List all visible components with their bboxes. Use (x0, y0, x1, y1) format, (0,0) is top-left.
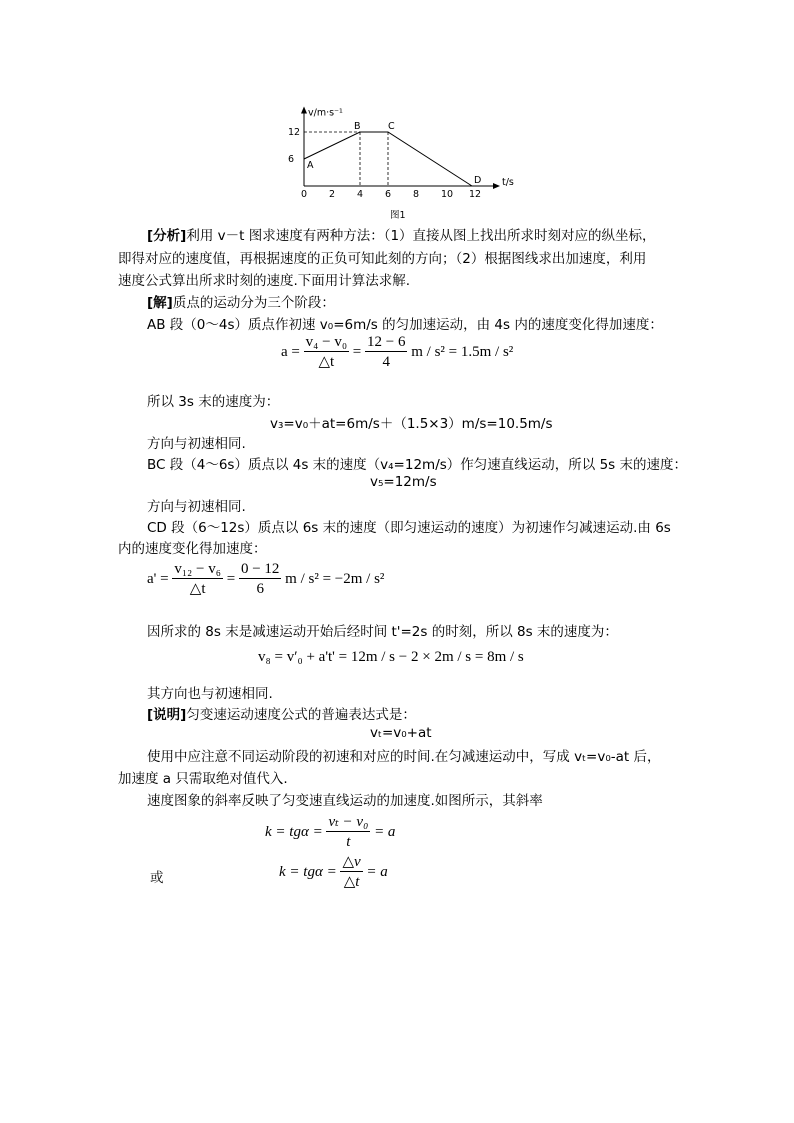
note-tag: [说明] (147, 707, 187, 723)
note-line (147, 703, 416, 723)
analysis-line-3: 速度公式算出所求时刻的速度.下面用计算法求解. (118, 273, 411, 289)
v8-equation: v₈ = v′₀ + a't' = 12m / s − 2 × 2m / s = 8m / s (258, 649, 524, 665)
y-tick-label: 6 (288, 154, 295, 165)
usage-line-1: 使用中应注意不同运动阶段的初速和对应的时间.在匀减速运动中，写成 vₜ=v₀-at 后， (147, 749, 661, 765)
x-tick-label: 12 (469, 189, 482, 200)
same-direction-2: 方向与初速相同. (147, 499, 246, 515)
so-3s-line: 所以 3s 末的速度为： (147, 394, 280, 410)
y-tick-label: 12 (288, 127, 301, 138)
eq1-fraction-1: $\frac{\text{v₄ − v₀}}{\triangle t}$ (305, 334, 348, 370)
slope-formula-1: k = tgα = $\frac{\text{vₜ − v₀}}{t}$ = a (265, 814, 396, 850)
x-axis-arrow (493, 183, 500, 189)
usage-line-2: 加速度 a 只需取绝对值代入. (118, 771, 288, 787)
analysis-body-1: 利用 v－t 图求速度有两种方法：（1）直接从图上找出所求时刻对应的纵坐标， (186, 228, 656, 244)
cd-segment-line-1: CD 段（6～12s）质点以 6s 末的速度（即匀速运动的速度）为初速作匀减速运动.由 6s (147, 520, 671, 536)
solution-tag: [解] (147, 295, 173, 311)
x-tick-label: 10 (441, 189, 454, 200)
slope-formula-2: k = tgα = $\frac{\triangle v}{\triangle t}$ = a (279, 854, 388, 890)
x-tick-label: 2 (329, 189, 336, 200)
eq2-fraction-1: $\frac{\text{v₁₂ − v₆}}{\triangle t}$ (174, 561, 221, 597)
velocity-time-graph (280, 92, 520, 222)
analysis-tag: [分析] (147, 228, 187, 244)
y-axis-label: v/m·s⁻¹ (308, 107, 343, 119)
x-tick-label: 4 (357, 189, 364, 200)
acceleration-ab-equation: a = $\frac{\text{v₄ − v₀}}{\triangle t}$ = $\frac{12 - 6}{4}$ m / s² = 1.5m / s² (281, 334, 514, 370)
v5-equation: v₅=12m/s (370, 474, 437, 490)
solution-line (147, 291, 335, 311)
figure-caption: 图1 (390, 210, 406, 221)
v3-equation: v₃=v₀＋at=6m/s＋（1.5×3）m/s=10.5m/s (270, 416, 553, 432)
analysis-line-2: 即得对应的速度值，再根据速度的正负可知此刻的方向；（2）根据图线求出加速度，利用 (118, 251, 647, 267)
slope-line: 速度图象的斜率反映了匀变速直线运动的加速度.如图所示，其斜率 (147, 793, 543, 809)
point-label-b: B (354, 121, 361, 132)
x-tick-label: 8 (413, 189, 420, 200)
vt-equation: vₜ=v₀+at (370, 725, 432, 741)
eq1-fraction-2: $\frac{12 - 6}{4}$ (367, 334, 406, 370)
same-direction-3: 其方向也与初速相同. (147, 686, 273, 702)
same-direction-1: 方向与初速相同. (147, 436, 246, 452)
eq2-fraction-2: $\frac{0 - 12}{6}$ (240, 561, 280, 597)
bc-segment-line: BC 段（4～6s）质点以 4s 末的速度（v₄=12m/s）作匀速直线运动，所以 5s 末的速度： (147, 457, 687, 473)
cd-segment-line-2: 内的速度变化得加速度： (118, 541, 267, 557)
k1-fraction: $\frac{\text{vₜ − v₀}}{t}$ (328, 814, 369, 850)
ab-segment-line: AB 段（0～4s）质点作初速 v₀=6m/s 的匀加速运动，由 4s 内的速度变化得加速度： (147, 317, 663, 333)
acceleration-cd-equation: a' = $\frac{\text{v₁₂ − v₆}}{\triangle t}$ = $\frac{0 - 12}{6}$ m / s² = −2m / s² (147, 561, 385, 597)
point-label-c: C (388, 121, 395, 132)
x-tick-label: 6 (385, 189, 392, 200)
note-body: 匀变速运动速度公式的普遍表达式是： (186, 707, 416, 723)
solution-intro: 质点的运动分为三个阶段： (172, 295, 335, 311)
x-axis-label: t/s (502, 177, 514, 188)
x-tick-label: 0 (301, 189, 308, 200)
analysis-paragraph-line-1 (147, 224, 656, 244)
because-8s-line: 因所求的 8s 末是减速运动开始后经时间 t'=2s 的时刻，所以 8s 末的速度为： (147, 624, 618, 640)
k2-fraction: $\frac{\triangle v}{\triangle t}$ (342, 854, 361, 890)
point-label-a: A (307, 160, 314, 171)
or-word: 或 (150, 870, 164, 886)
point-label-d: D (474, 175, 482, 186)
y-axis-arrow (301, 107, 307, 114)
